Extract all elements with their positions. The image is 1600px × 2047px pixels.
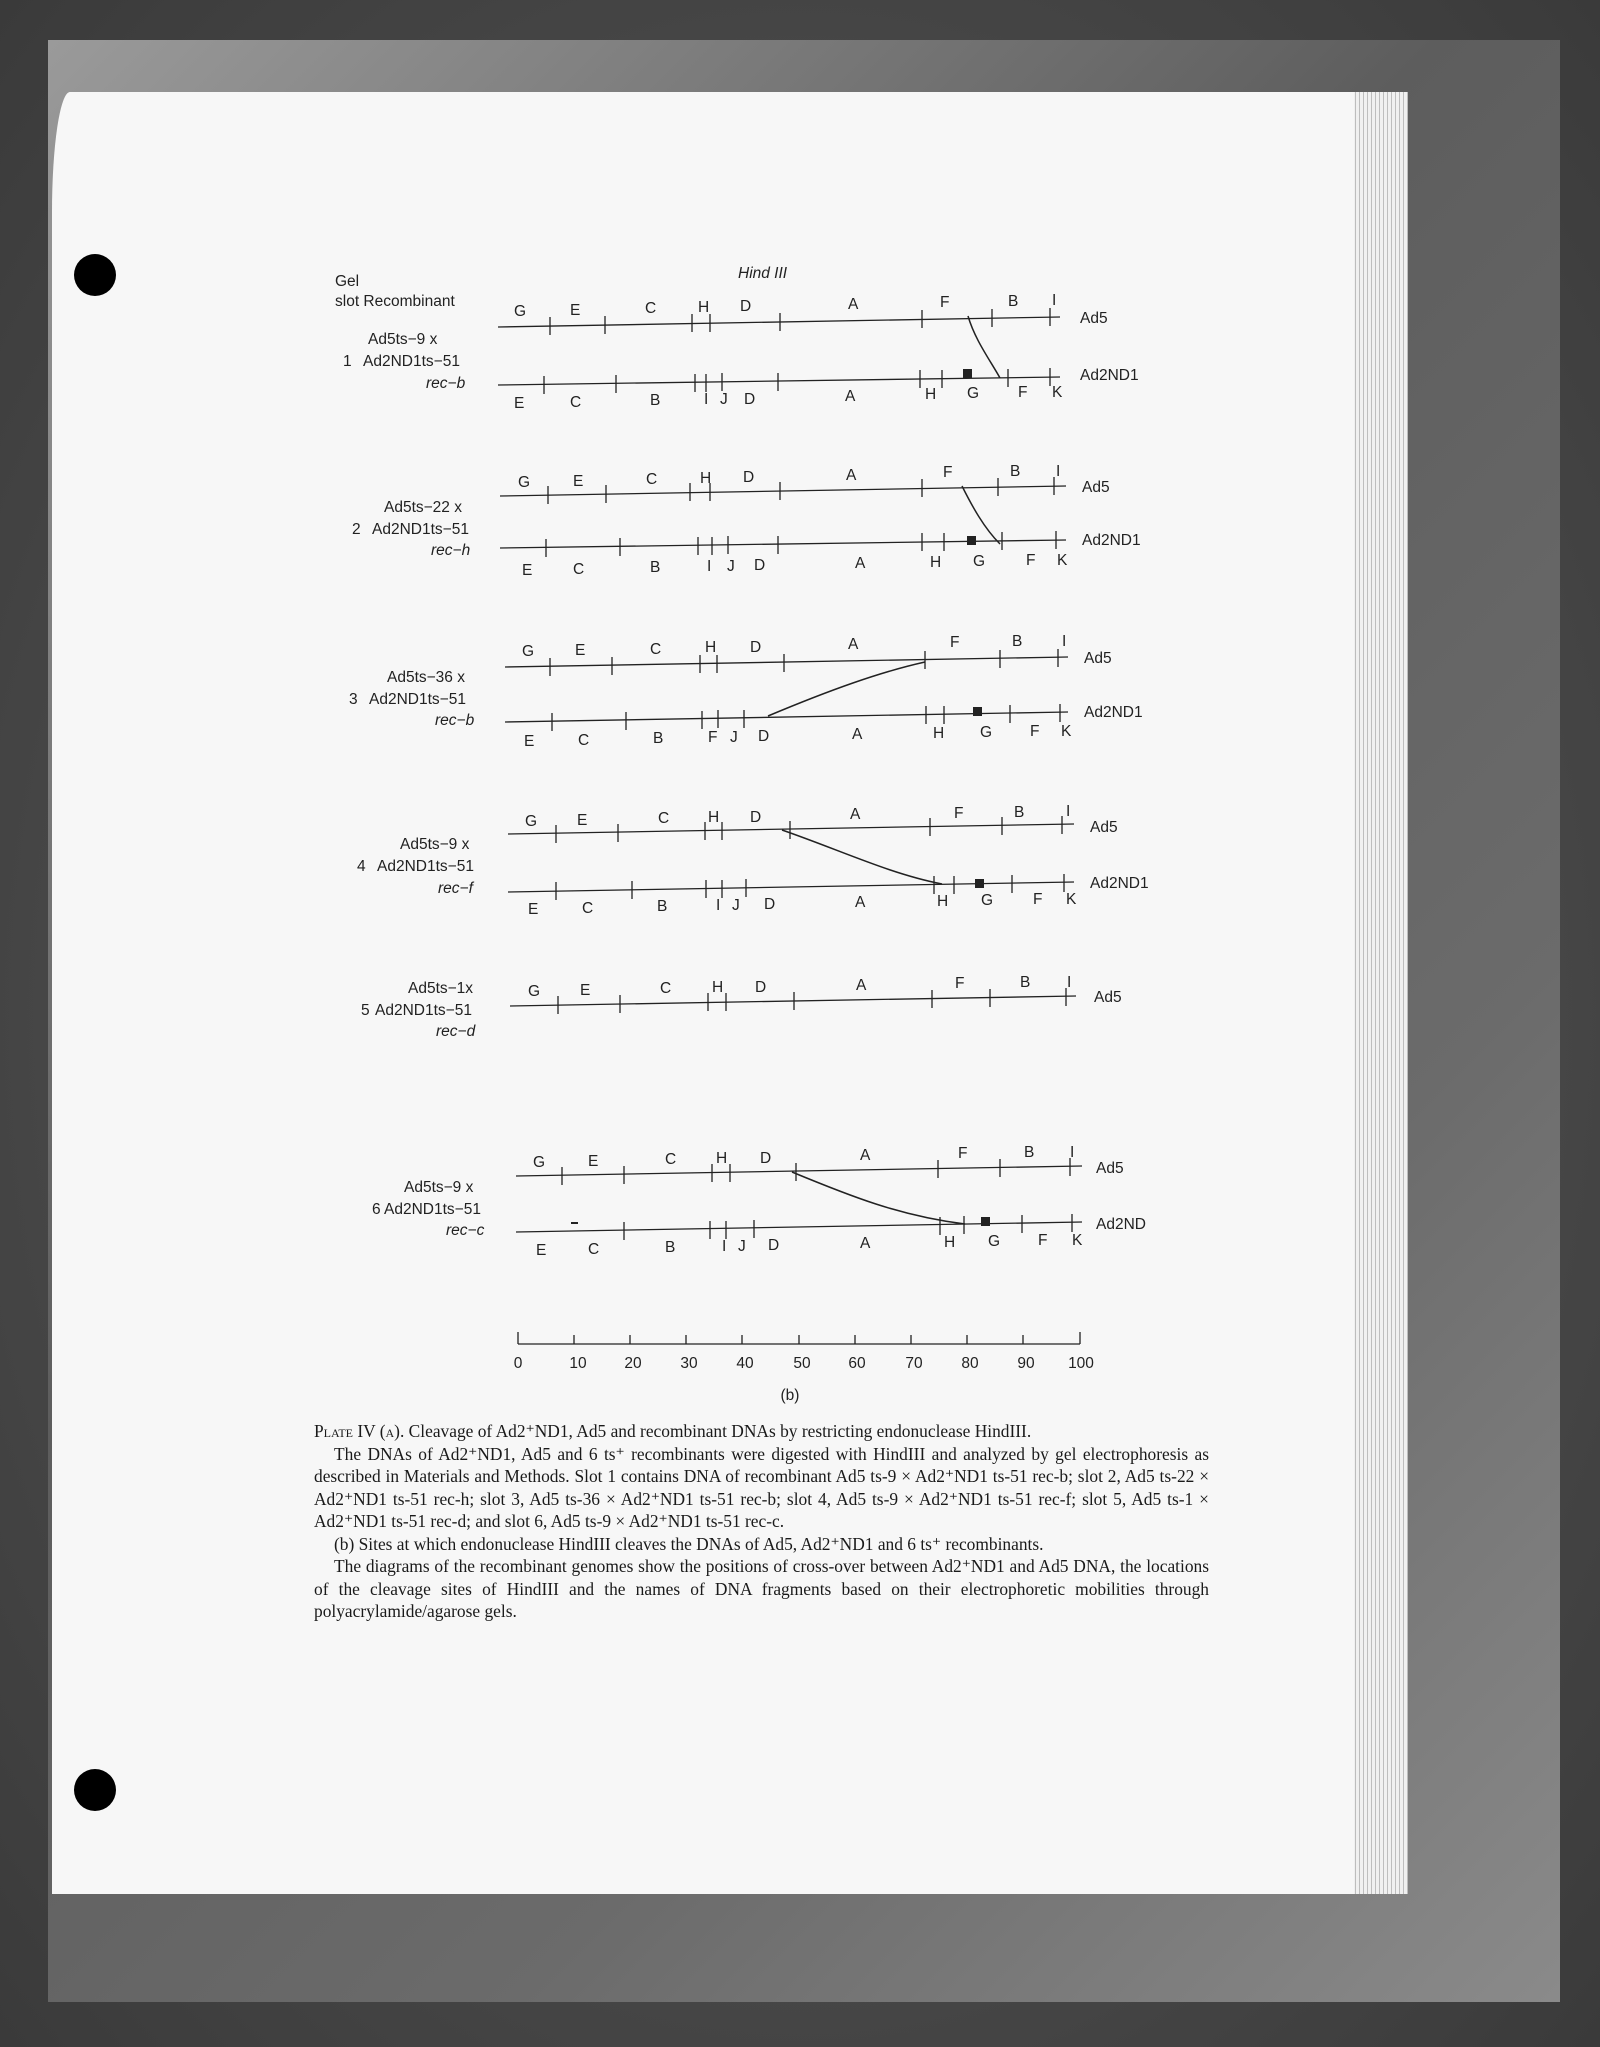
ad2nd1-cleavage-sites [624,1214,1072,1240]
mutation-marker [967,536,976,545]
fragment-label: I [1062,633,1067,650]
fragment-label: J [738,1238,746,1255]
ad2nd1-genome-line [505,712,1068,722]
fragment-label: A [850,806,861,823]
fragment-label: J [730,729,738,746]
scale-tick-label: 30 [680,1355,698,1372]
bottom-genome-name: Ad2ND1 [1082,532,1141,549]
plate-title: Plate IV (a). [314,1421,405,1441]
cross-line1: Ad5ts−9 x [368,331,438,348]
fragment-label: K [1052,384,1063,401]
mutation-marker [981,1217,990,1226]
fragment-label: I [1052,292,1057,309]
ad5-cleavage-sites [556,816,1062,843]
recombinant-name: rec−d [436,1023,476,1040]
fragment-label: G [522,643,535,660]
ad5-cleavage-sites [550,649,1058,676]
row-6 [372,1144,1146,1259]
recombinant-name: rec−b [435,712,475,729]
fragment-label: E [536,1242,547,1259]
cross-line2: Ad2ND1ts−51 [372,521,469,538]
fragment-label: H [698,299,710,316]
fragment-label: A [855,894,866,911]
fragment-label: G [980,724,993,741]
fragment-label: J [720,391,728,408]
scale-tick-label: 40 [736,1355,754,1372]
cross-line2: Ad2ND1ts−51 [375,1002,472,1019]
fragment-label: E [570,302,581,319]
fragment-label: C [645,300,657,317]
top-genome-name: Ad5 [1090,819,1118,836]
fragment-label: H [712,979,724,996]
fragment-label: K [1061,723,1072,740]
panel-label-b: (b) [780,1387,800,1404]
fragment-label: I [1070,1144,1075,1161]
crossover-line [768,662,925,716]
bottom-genome-name: Ad2ND [1096,1216,1146,1233]
slot-number: 2 [352,521,361,538]
cross-line2: Ad2ND1ts−51 [384,1201,481,1218]
caption-title-paragraph [314,1420,1209,1443]
fragment-label: D [743,469,755,486]
crossover-line [962,486,1000,544]
slot-number: 6 [372,1201,381,1218]
top-genome-name: Ad5 [1080,310,1108,327]
fragment-label: E [514,395,525,412]
cross-line1: Ad5ts−36 x [387,669,465,686]
caption-paragraph-b: (b) Sites at which endonuclease HindIII cleaves the DNAs of Ad5, Ad2⁺ND1 and 6 ts⁺ recombinants. [334,1533,1044,1554]
fragment-label: G [967,385,980,402]
ad2nd1-genome-line [498,377,1060,385]
fragment-label: D [750,639,762,656]
caption-paragraph-a: The DNAs of Ad2⁺ND1, Ad5 and 6 ts⁺ recombinants were digested with HindIII and analyzed by gel electrophoresis as described in Materials and Methods. Slot 1 contains DNA of recombinant Ad5 ts-9 × Ad2⁺ND1 ts-51 rec-b; slot 2, Ad5 ts-22 × Ad2⁺ND1 ts-51 rec-h; slot 3, Ad5 ts-36 × Ad2⁺ND1 ts-51 rec-b; slot 4, Ad5 ts-9 × Ad2⁺ND1 ts-51 rec-f; slot 5, Ad5 ts-1 × Ad2⁺ND1 ts-51 rec-d; and slot 6, Ad5 ts-9 × Ad2⁺ND1 ts-51 rec-c. [314,1443,1209,1531]
cross-line2: Ad2ND1ts−51 [369,691,466,708]
fragment-label: H [716,1150,728,1167]
fragment-label: A [848,296,859,313]
fragment-label: C [573,561,585,578]
fragment-label: F [958,1145,968,1162]
ad5-genome-line [505,657,1068,667]
row-5 [361,974,1122,1040]
fragment-label: C [650,641,662,658]
cross-line2: Ad2ND1ts−51 [377,858,474,875]
fragment-label: F [950,634,960,651]
fragment-label: E [588,1153,599,1170]
bottom-genome-name: Ad2ND1 [1090,875,1149,892]
fragment-label: H [700,470,712,487]
fragment-label: F [1026,552,1036,569]
fragment-label: E [575,642,586,659]
fragment-label: I [704,391,709,408]
slot-number: 4 [357,858,366,875]
fragment-label: D [744,391,756,408]
fragment-label: G [525,813,538,830]
top-genome-name: Ad5 [1094,989,1122,1006]
fragment-label: G [981,892,994,909]
fragment-label: C [570,394,582,411]
fragment-label: A [845,388,856,405]
fragment-label: K [1066,891,1077,908]
top-genome-name: Ad5 [1096,1160,1124,1177]
figure-caption [314,1420,1209,1623]
fragment-label: D [764,896,776,913]
fragment-label: D [750,809,762,826]
fragment-label: E [528,901,539,918]
fragment-label: H [930,554,942,571]
scale-tick-label: 0 [513,1355,523,1372]
fragment-label: A [848,636,859,653]
mutation-marker [973,707,982,716]
fragment-label: C [582,900,594,917]
fragment-label: B [1014,804,1025,821]
fragment-label: F [708,729,718,746]
fragment-label: A [855,555,866,572]
fragment-label: F [1018,384,1028,401]
fragment-label: A [860,1235,871,1252]
ad5-genome-line [498,317,1060,327]
fragment-label: G [988,1233,1001,1250]
fragment-label: C [665,1151,677,1168]
fragment-label: J [727,558,735,575]
bottom-genome-name: Ad2ND1 [1084,704,1143,721]
fragment-label: H [705,639,717,656]
fragment-label: E [522,562,533,579]
crossover-line [792,1172,965,1224]
fragment-label: C [660,980,672,997]
fragment-label: H [708,809,720,826]
fragment-label: B [1012,633,1023,650]
ad2nd1-fragment-labels [522,552,1068,579]
row-2 [352,463,1141,579]
fragment-label: H [933,725,945,742]
fragment-label: I [1066,803,1071,820]
fragment-label: F [954,805,964,822]
recombinant-name: rec−b [426,375,466,392]
fragment-label: B [650,392,661,409]
fragment-label: B [1008,293,1019,310]
scale-tick-label: 50 [793,1355,811,1372]
fragment-label: C [578,732,590,749]
map-unit-scale [514,1332,1095,1404]
scale-tick-label: 90 [1017,1355,1035,1372]
scale-tick-label: 20 [624,1355,642,1372]
enzyme-label: Hind III [738,265,788,282]
fragment-label: E [524,733,535,750]
fragment-label: A [846,467,857,484]
fragment-label: F [1038,1232,1048,1249]
fragment-label: G [518,474,531,491]
scale-tick-label: 70 [905,1355,923,1372]
cross-line1: Ad5ts−1x [408,980,474,997]
fragment-label: B [1020,974,1031,991]
scale-ticks [518,1332,1080,1344]
header-gel: Gel [335,273,360,290]
scale-tick-label: 10 [569,1355,587,1372]
fragment-label: F [940,294,950,311]
scale-tick-label: 80 [961,1355,979,1372]
fragment-label: H [944,1234,956,1251]
row-4 [357,803,1149,918]
fragment-label: C [646,471,658,488]
top-genome-name: Ad5 [1082,479,1110,496]
fragment-label: G [514,303,527,320]
top-genome-name: Ad5 [1084,650,1112,667]
ad2nd1-fragment-labels [514,384,1063,412]
ad5-fragment-labels [522,633,1066,660]
fragment-label: F [1030,723,1040,740]
fragment-label: I [716,897,721,914]
fragment-label: D [754,557,766,574]
fragment-label: H [937,893,949,910]
ad5-cleavage-sites [562,1158,1070,1185]
recombinant-name: rec−h [431,542,471,559]
fragment-label: D [740,298,752,315]
crossover-line [968,316,1000,378]
fragment-label: E [580,982,591,999]
fragment-label: B [1024,1144,1035,1161]
caption-paragraph-diagrams: The diagrams of the recombinant genomes show the positions of cross-over between Ad2⁺ND1 and Ad5 DNA, the locations of the cleavage sites of HindIII and the names of DNA fragments based on their electrophoretic mobilities through polyacrylamide/agarose gels. [314,1556,1209,1621]
ad2nd1-fragment-labels [524,723,1072,750]
fragment-label: D [755,979,767,996]
scale-tick-label: 100 [1068,1355,1094,1372]
fragment-label: B [650,559,661,576]
slot-number: 1 [343,353,352,370]
ad2nd1-genome-line [500,540,1066,548]
ad2nd1-fragment-labels [536,1232,1083,1259]
cross-line2: Ad2ND1ts−51 [363,353,460,370]
ad2nd1-genome-line [508,882,1074,892]
mutation-marker [975,879,984,888]
fragment-label: G [533,1154,546,1171]
bottom-genome-name: Ad2ND1 [1080,367,1139,384]
fragment-label: B [665,1239,676,1256]
fragment-label: C [588,1241,600,1258]
fragment-label: A [852,726,863,743]
row-1 [343,292,1139,412]
slot-number: 3 [349,691,358,708]
cross-line1: Ad5ts−9 x [400,836,470,853]
ad5-genome-line [500,486,1066,496]
recombinant-name: rec−f [438,880,473,897]
ad5-fragment-labels [518,463,1060,491]
fragment-label: H [925,386,937,403]
fragment-label: E [577,812,588,829]
fragment-label: D [768,1237,780,1254]
ad2nd1-genome-line [516,1222,1082,1232]
recombinant-name: rec−c [446,1222,485,1239]
fragment-label: I [707,558,712,575]
fragment-label: E [573,473,584,490]
fragment-label: J [732,897,740,914]
fragment-label: B [657,898,668,915]
fragment-label: F [955,975,965,992]
fragment-label: D [760,1150,772,1167]
fragment-label: K [1072,1232,1083,1249]
slot-number: 5 [361,1002,370,1019]
fragment-label: B [1010,463,1021,480]
scale-tick-label: 60 [848,1355,866,1372]
fragment-label: B [653,730,664,747]
fragment-label: F [943,464,953,481]
ad5-fragment-labels [514,292,1056,320]
fragment-label: A [856,977,867,994]
cross-line1: Ad5ts−22 x [384,499,462,516]
fragment-label: I [1056,463,1061,480]
header-slot-recombinant: slot Recombinant [335,293,455,310]
fragment-label: I [1067,974,1072,991]
row-3 [349,633,1143,750]
mutation-marker [963,369,972,378]
ad5-genome-line [510,996,1076,1006]
fragment-label: G [973,553,986,570]
fragment-label: I [722,1238,727,1255]
fragment-label: G [528,983,541,1000]
fragment-label: C [658,810,670,827]
fragment-label: K [1057,552,1068,569]
ad2nd1-fragment-labels [528,891,1077,918]
cross-line1: Ad5ts−9 x [404,1179,474,1196]
fragment-label: F [1033,891,1043,908]
fragment-label: D [758,728,770,745]
caption-title-text: Cleavage of Ad2⁺ND1, Ad5 and recombinant DNAs by restricting endonuclease HindIII. [404,1421,1032,1441]
crossover-line [782,830,942,884]
fragment-label: A [860,1147,871,1164]
